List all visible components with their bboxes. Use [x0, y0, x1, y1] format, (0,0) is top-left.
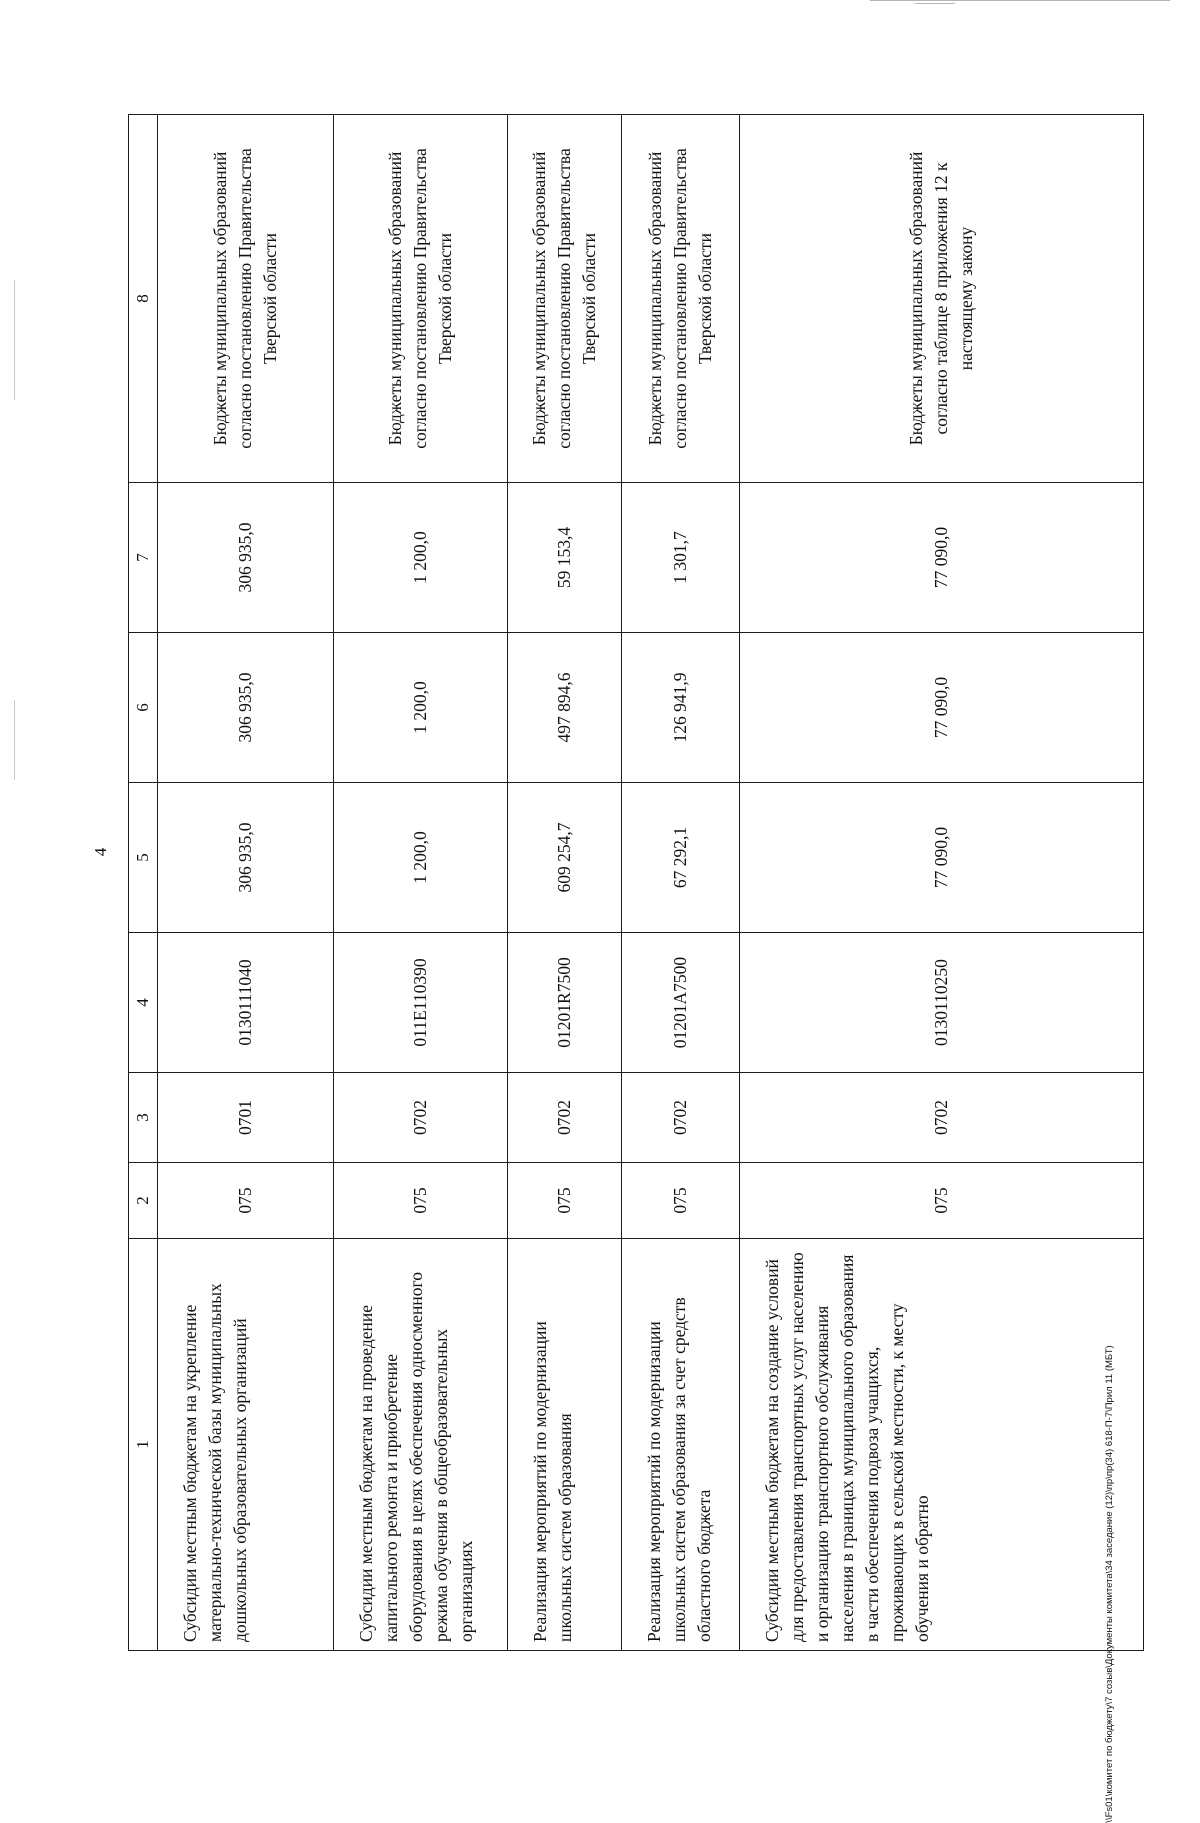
- cell-amount: 59 153,4: [508, 483, 622, 633]
- cell-target-code: 0130111040: [158, 933, 334, 1073]
- cell-code: 075: [508, 1163, 622, 1239]
- cell-amount: 126 941,9: [622, 633, 740, 783]
- cell-recipient: Бюджеты муниципальных образований согласно постановлению Правительства Тверской области: [158, 115, 334, 483]
- cell-section: 0702: [508, 1073, 622, 1163]
- table-row: [334, 115, 508, 1651]
- column-header: 5: [129, 783, 158, 933]
- table-row: [740, 115, 1144, 1651]
- cell-target-code: 0130110250: [740, 933, 1144, 1073]
- column-header: 1: [129, 1239, 158, 1651]
- cell-section: 0701: [158, 1073, 334, 1163]
- scan-edge-trace: [14, 280, 15, 400]
- cell-amount: 609 254,7: [508, 783, 622, 933]
- cell-target-code: 01201A7500: [622, 933, 740, 1073]
- page-number: 4: [91, 847, 110, 857]
- cell-amount: 1 200,0: [334, 783, 508, 933]
- cell-target-code: 01201R7500: [508, 933, 622, 1073]
- cell-amount: 1 200,0: [334, 633, 508, 783]
- cell-code: 075: [622, 1163, 740, 1239]
- cell-amount: 497 894,6: [508, 633, 622, 783]
- column-header: 4: [129, 933, 158, 1073]
- header-row: [129, 115, 158, 1651]
- table-row: [508, 115, 622, 1651]
- row-name: Реализация мероприятий по модернизации школьных систем образования за счет средств областного бюджета: [622, 1239, 740, 1651]
- cell-amount: 306 935,0: [158, 783, 334, 933]
- scan-edge-trace: [14, 700, 15, 780]
- cell-amount: 1 301,7: [622, 483, 740, 633]
- row-name: Реализация мероприятий по модернизации школьных систем образования: [508, 1239, 622, 1651]
- cell-recipient: Бюджеты муниципальных образований согласно постановлению Правительства Тверской области: [622, 115, 740, 483]
- table-row: [158, 115, 334, 1651]
- cell-section: 0702: [334, 1073, 508, 1163]
- table-row: [622, 115, 740, 1651]
- cell-amount: 77 090,0: [740, 483, 1144, 633]
- budget-table: [128, 114, 1144, 1651]
- cell-target-code: 011E110390: [334, 933, 508, 1073]
- cell-amount: 1 200,0: [334, 483, 508, 633]
- file-path-text: \\Fs01\комитет по бюджету\7 созыв\Документы комитета\34 заседание (12)\пр\пр(34) 618-П-7\Прил 11 (МБТ): [1104, 1345, 1115, 1823]
- column-header: 3: [129, 1073, 158, 1163]
- column-header: 2: [129, 1163, 158, 1239]
- cell-amount: 77 090,0: [740, 783, 1144, 933]
- cell-amount: 306 935,0: [158, 483, 334, 633]
- cell-code: 075: [334, 1163, 508, 1239]
- cell-amount: 306 935,0: [158, 633, 334, 783]
- cell-recipient: Бюджеты муниципальных образований согласно постановлению Правительства Тверской области: [508, 115, 622, 483]
- cell-recipient: Бюджеты муниципальных образований согласно таблице 8 приложения 12 к настоящему закону: [740, 115, 1144, 483]
- row-name: Субсидии местным бюджетам на проведение капитального ремонта и приобретение оборудования в целях обеспечения односменного режима обучения в общеобразовательных организациях: [334, 1239, 508, 1651]
- column-header: 6: [129, 633, 158, 783]
- scan-edge-mark: [915, 3, 955, 4]
- column-header: 7: [129, 483, 158, 633]
- cell-section: 0702: [622, 1073, 740, 1163]
- column-header: 8: [129, 115, 158, 483]
- cell-recipient: Бюджеты муниципальных образований согласно постановлению Правительства Тверской области: [334, 115, 508, 483]
- cell-section: 0702: [740, 1073, 1144, 1163]
- file-path-footer: [1104, 1345, 1116, 1823]
- row-name: Субсидии местным бюджетам на создание условий для предоставления транспортных услуг населению и организацию транспортного обслуживания населения в границах муниципального образования в части обеспечения подвоза учащихся, проживающих в сельской местности, к месту обучения и обратно: [740, 1239, 1144, 1651]
- cell-code: 075: [740, 1163, 1144, 1239]
- cell-amount: 77 090,0: [740, 633, 1144, 783]
- row-name: Субсидии местным бюджетам на укрепление материально-технической базы муниципальных дошкольных образовательных организаций: [158, 1239, 334, 1651]
- cell-code: 075: [158, 1163, 334, 1239]
- cell-amount: 67 292,1: [622, 783, 740, 933]
- scan-edge-mark: [870, 0, 1170, 1]
